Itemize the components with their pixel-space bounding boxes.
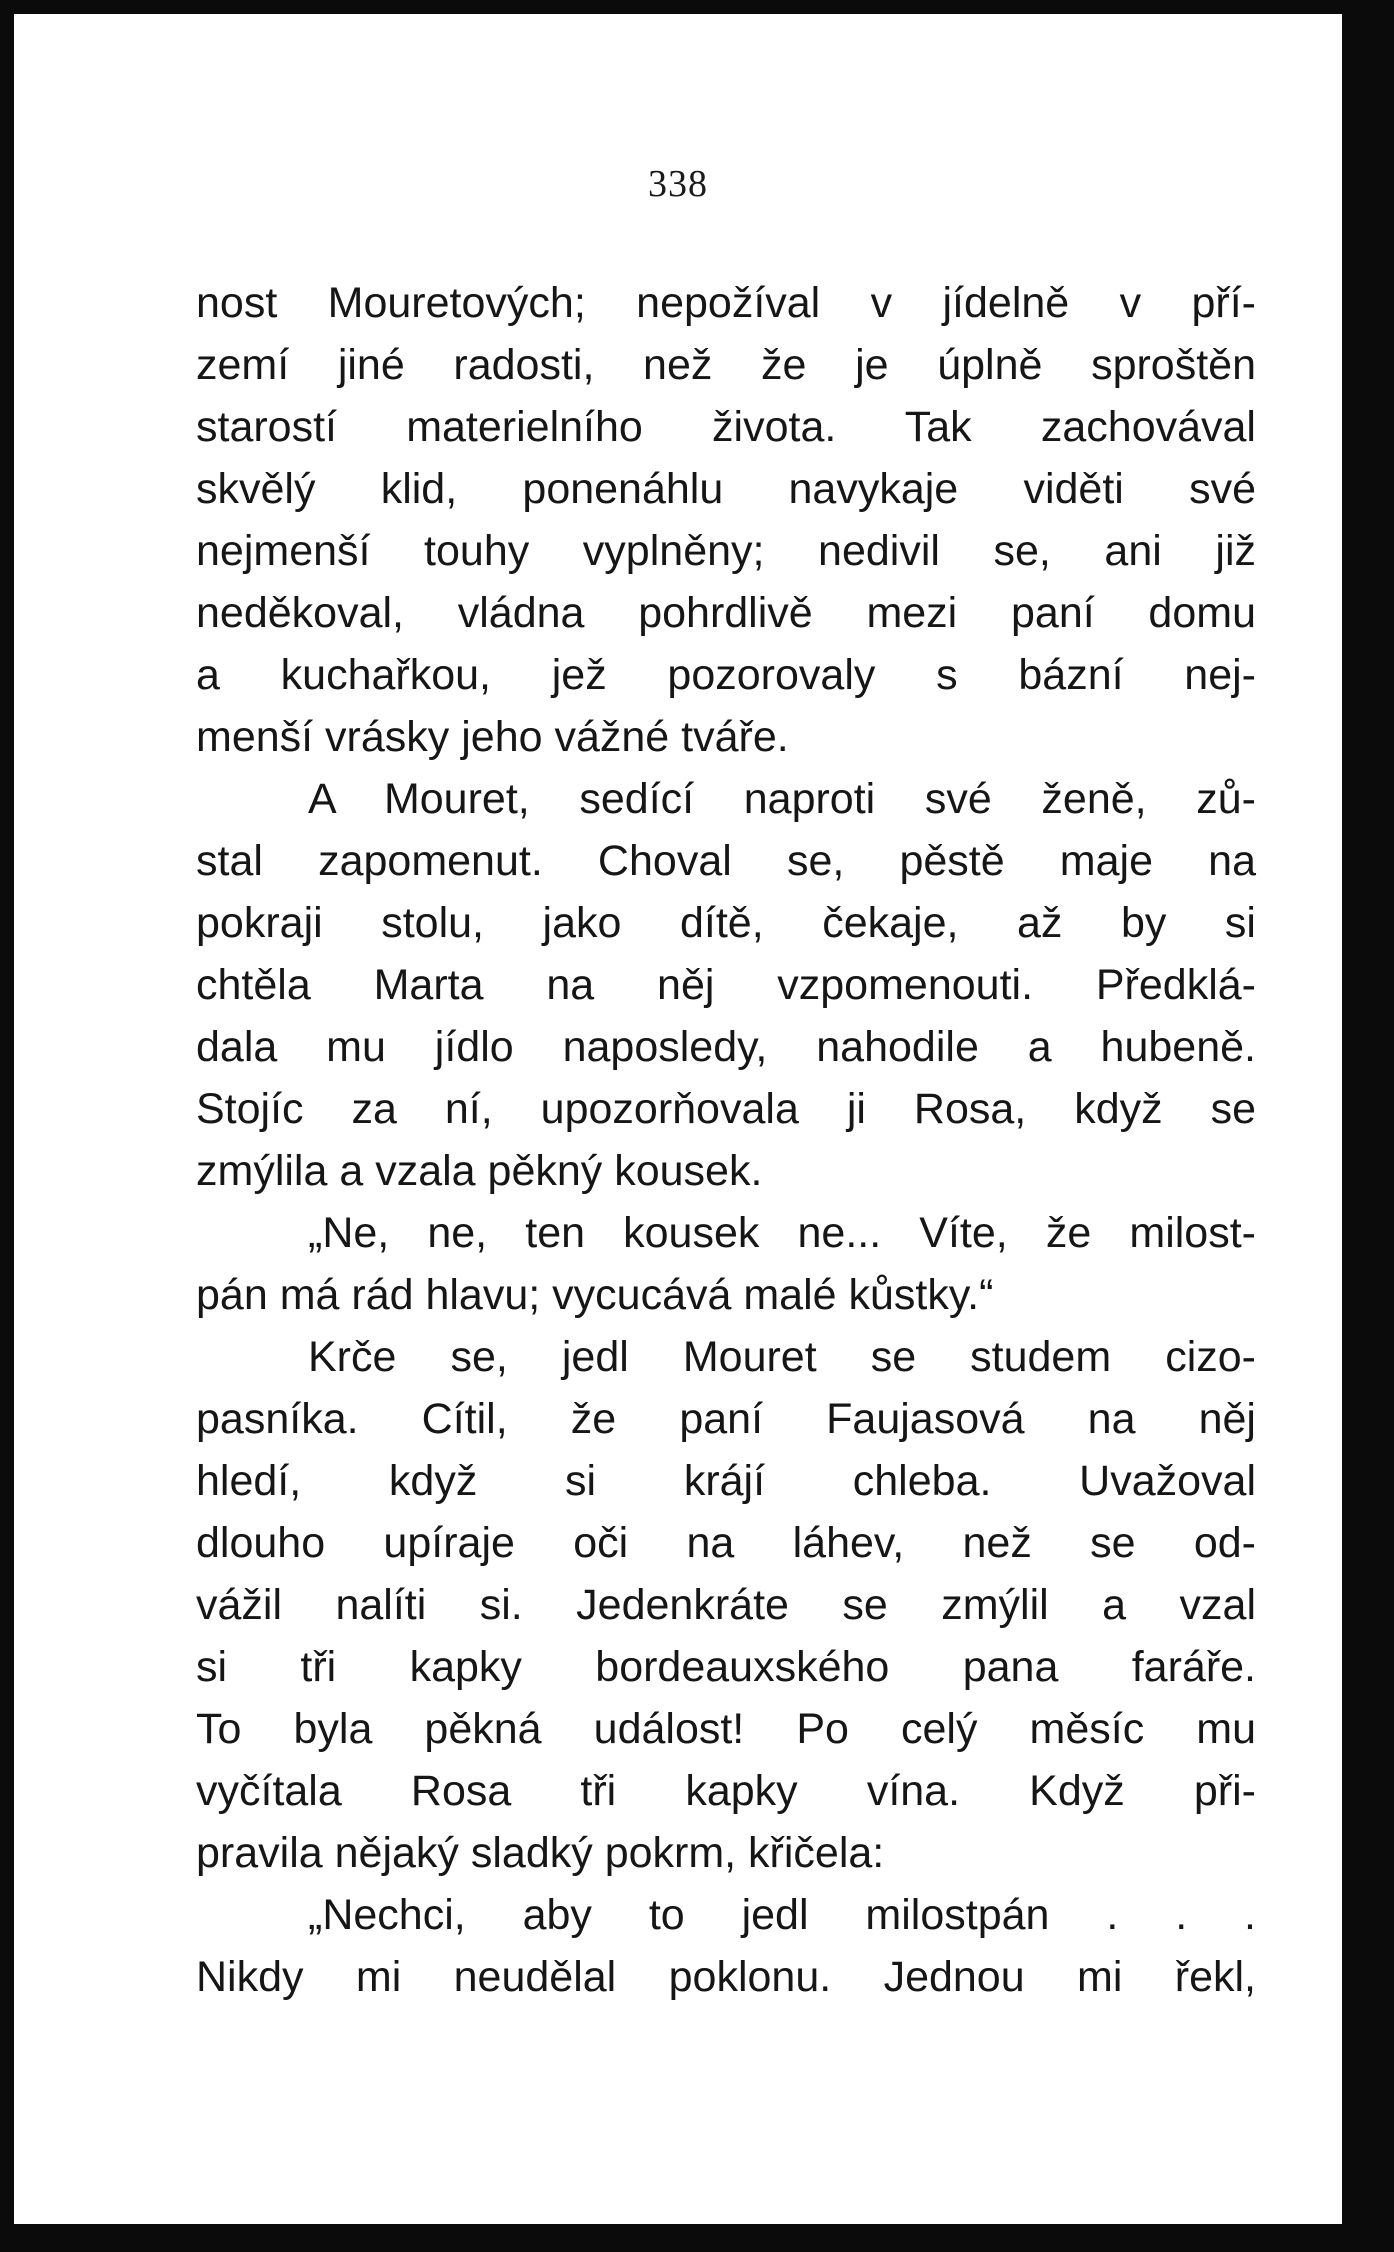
text-line: zmýlila a vzala pěkný kousek.: [196, 1147, 763, 1195]
text-line: Nikdy mi neudělal poklonu. Jednou mi řekl,: [196, 1953, 1256, 2001]
text-line: neděkoval, vládna pohrdlivě mezi paní domu: [196, 589, 1256, 637]
text-line: „Ne, ne, ten kousek ne... Víte, že milost-: [308, 1209, 1256, 1257]
text-line: vyčítala Rosa tři kapky vína. Když při-: [196, 1767, 1256, 1815]
text-line: Krče se, jedl Mouret se studem cizo-: [308, 1333, 1256, 1381]
text-line: starostí materielního života. Tak zachovával: [196, 403, 1256, 451]
text-line: menší vrásky jeho vážné tváře.: [196, 713, 789, 761]
text-line: pokraji stolu, jako dítě, čekaje, až by si: [196, 899, 1256, 947]
text-line: nost Mouretových; nepožíval v jídelně v pří-: [196, 279, 1256, 327]
text-line: skvělý klid, ponenáhlu navykaje viděti své: [196, 465, 1256, 513]
text-line: zemí jiné radosti, než že je úplně sproštěn: [196, 341, 1256, 389]
text-line: A Mouret, sedící naproti své ženě, zů-: [308, 775, 1256, 823]
text-line: pravila nějaký sladký pokrm, křičela:: [196, 1829, 885, 1877]
text-line: dlouho upíraje oči na láhev, než se od-: [196, 1519, 1256, 1567]
page-number: 338: [648, 163, 708, 205]
body-text: [196, 272, 1256, 2008]
text-line: „Nechci, aby to jedl milostpán . . .: [308, 1891, 1256, 1939]
text-line: pasníka. Cítil, že paní Faujasová na něj: [196, 1395, 1256, 1443]
book-page: [14, 14, 1342, 2224]
text-line: Stojíc za ní, upozorňovala ji Rosa, když se: [196, 1085, 1256, 1133]
text-line: pán má rád hlavu; vycucává malé kůstky.“: [196, 1271, 994, 1319]
text-line: stal zapomenut. Choval se, pěstě maje na: [196, 837, 1256, 885]
text-line: si tři kapky bordeauxského pana faráře.: [196, 1643, 1256, 1691]
text-line: hledí, když si krájí chleba. Uvažoval: [196, 1457, 1256, 1505]
text-line: a kuchařkou, jež pozorovaly s bázní nej-: [196, 651, 1256, 699]
text-line: dala mu jídlo naposledy, nahodile a hubeně.: [196, 1023, 1256, 1071]
text-line: vážil nalíti si. Jedenkráte se zmýlil a vzal: [196, 1581, 1256, 1629]
text-line: nejmenší touhy vyplněny; nedivil se, ani již: [196, 527, 1256, 575]
text-line: chtěla Marta na něj vzpomenouti. Předklá-: [196, 961, 1256, 1009]
text-line: To byla pěkná událost! Po celý měsíc mu: [196, 1705, 1256, 1753]
